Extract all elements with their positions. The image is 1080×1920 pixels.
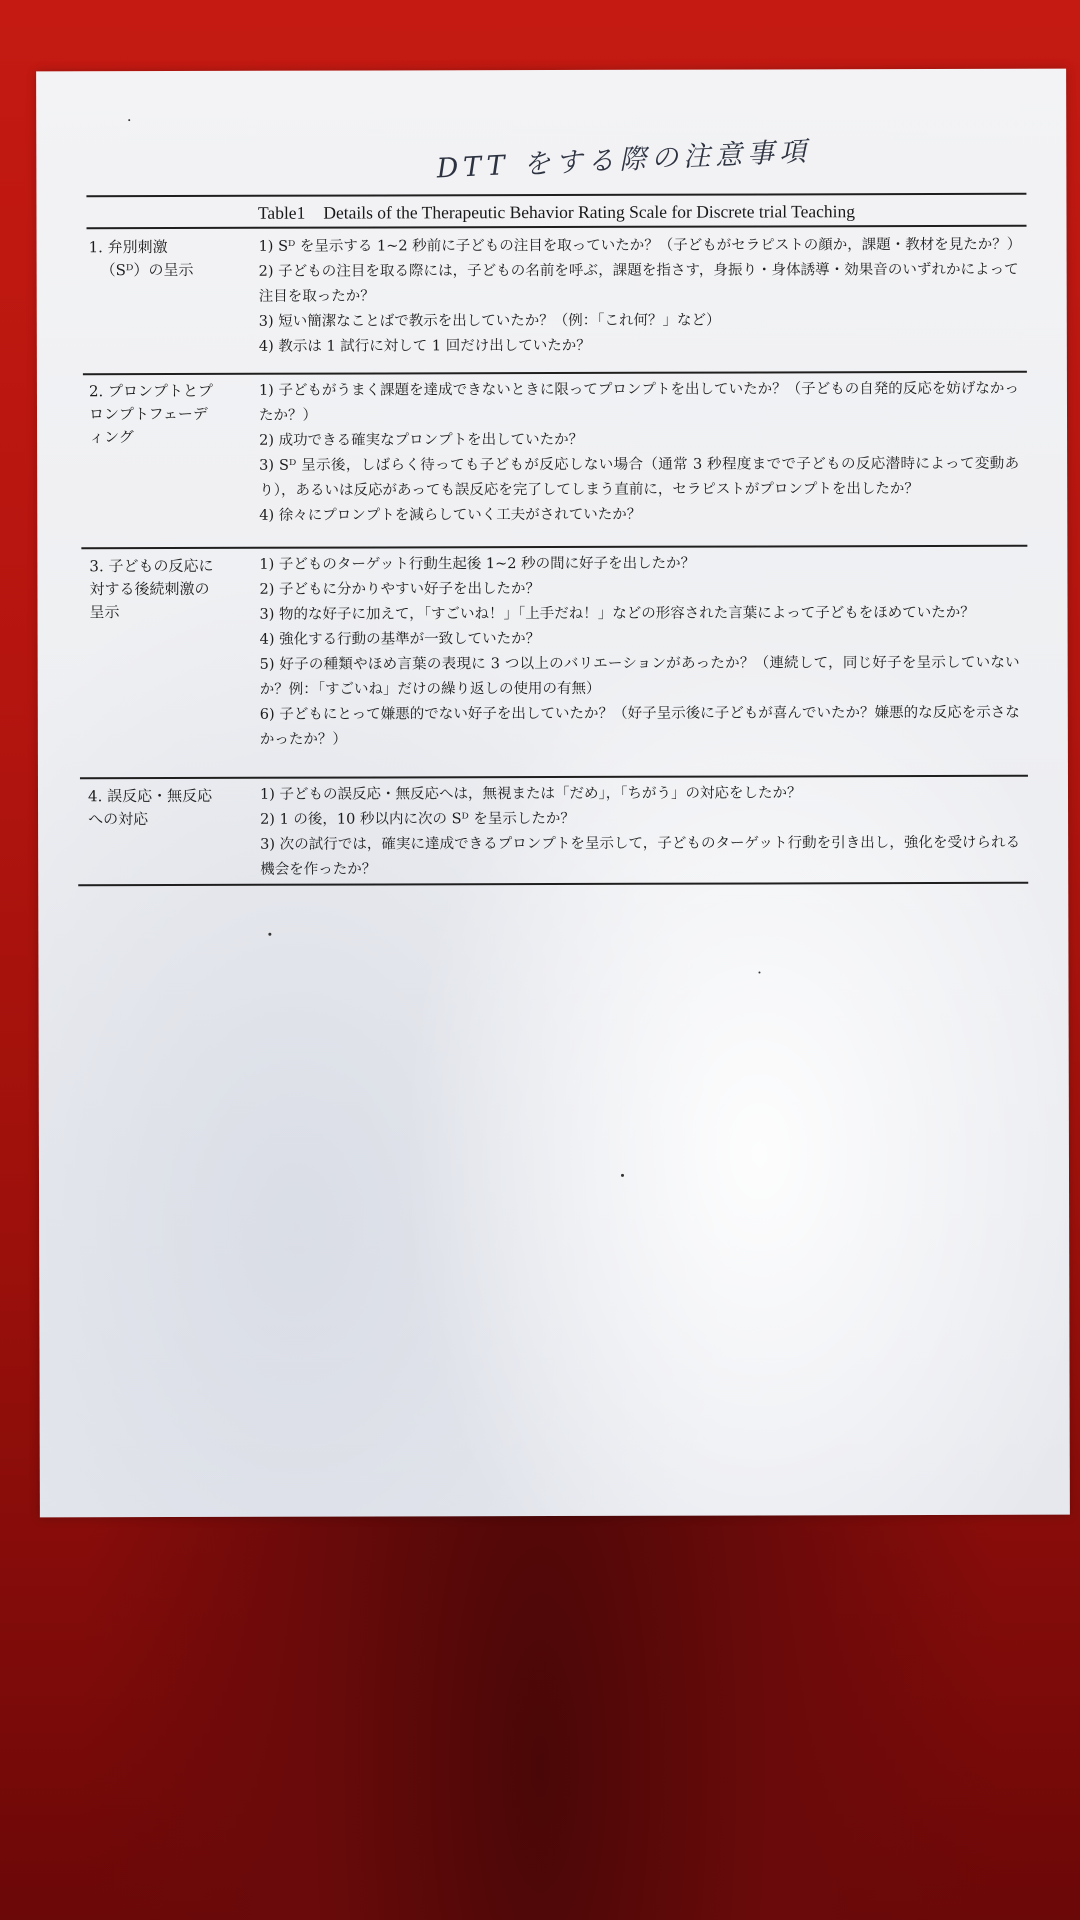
list-item: 3) 物的な好子に加えて，「すごいね！」「上手だね！」などの形容された言葉によって子どもをほめていたか？ <box>259 604 975 623</box>
list-item: 3) Sᴰ 呈示後，しばらく待っても子どもが反応しない場合（通常 3 秒程度までで子どもの反応潜時によって変動あり），あるいは反応があっても誤反応を完了してしまう直前に，セラピストがプロンプトを出したか？ <box>259 455 1020 499</box>
section-4-items <box>260 781 1020 883</box>
section-3-items <box>259 551 1020 753</box>
section-3-label-line: 対する後続刺激の <box>89 579 210 599</box>
table-title-text: Details of the Therapeutic Behavior Rating Scale for Discrete trial Teaching <box>323 201 856 223</box>
list-item: 1) 子どもの誤反応・無反応へは，無視または「だめ」，「ちがう」の対応をしたか？ <box>259 785 802 803</box>
list-item: 1) 子どものターゲット行動生起後 1~2 秒の間に好子を出したか？ <box>259 555 696 573</box>
list-item: 4) 強化する行動の基準が一致していたか？ <box>259 631 541 648</box>
section-3-label-line: 呈示 <box>89 603 120 622</box>
list-item: 4) 教示は 1 試行に対して 1 回だけ出していたか？ <box>258 337 591 355</box>
section-divider <box>80 775 1028 779</box>
section-1-items <box>258 233 1022 360</box>
list-item: 2) 成功できる確実なプロンプトを出していたか？ <box>259 431 584 449</box>
section-4-label-line: 4. 誤反応・無反応 <box>87 786 213 806</box>
section-1-label-line: （Sᴰ）の呈示 <box>100 260 194 280</box>
list-item: 1) 子どもがうまく課題を達成できないときに限ってプロンプトを出していたか？（子どもの自発的反応を妨げなかったか？） <box>258 380 1019 424</box>
list-item: 2) 子どもに分かりやすい好子を出したか？ <box>259 581 540 598</box>
handwritten-note: DTT をする際の注意事項 <box>435 136 812 185</box>
table-header-rule <box>87 225 1027 229</box>
list-item: 4) 徐々にプロンプトを減らしていく工夫がされていたか？ <box>259 506 642 524</box>
list-item: 1) Sᴰ を呈示する 1~2 秒前に子どもの注目を取っていたか？（子どもがセラピストの顔か，課題・教材を見たか？） <box>258 236 1022 255</box>
section-2-label-line: ロンプトフェーデ <box>88 404 208 424</box>
list-item: 6) 子どもにとって嫌悪的でない好子を出していたか？（好子呈示後に子どもが喜んでいたか？嫌悪的な反応を示さなかったか？） <box>259 704 1020 748</box>
list-item: 2) 子どもの注目を取る際には，子どもの名前を呼ぶ，課題を指さす，身振り・身体誘導・効果音のいずれかによって注目を取ったか？ <box>258 261 1019 305</box>
section-2-label-line: ィング <box>89 428 134 447</box>
speck <box>268 933 271 936</box>
section-divider <box>83 371 1027 375</box>
table-label: Table1 <box>257 202 306 223</box>
list-item: 2) 1 の後，10 秒以内に次の Sᴰ を呈示したか？ <box>260 810 575 828</box>
section-3-label <box>89 555 213 624</box>
document-page <box>36 69 1070 1518</box>
section-2-label-line: 2. プロンプトとプ <box>88 381 214 401</box>
list-item: 5) 好子の種類やほめ言葉の表現に 3 つ以上のバリエーションがあったか？（連続して，同じ好子を呈示していないか？例：「すごいね」だけの繰り返しの使用の有無） <box>259 654 1020 698</box>
table-title <box>86 201 1026 224</box>
section-1-label-line: 1. 弁別刺激 <box>88 238 168 257</box>
section-divider <box>81 545 1027 549</box>
section-4-label <box>88 785 212 831</box>
section-3-label-line: 3. 子どもの反応に <box>89 556 214 576</box>
speck <box>621 1174 624 1177</box>
section-2-label <box>89 380 213 449</box>
list-item: 3) 次の試行では，確実に達成できるプロンプトを呈示して，子どものターゲット行動を引き出し，強化を受けられる機会を作ったか？ <box>260 834 1021 878</box>
section-2-items <box>259 377 1019 529</box>
section-1-label <box>89 236 194 282</box>
speck <box>758 971 760 973</box>
table-bottom-rule <box>78 882 1028 886</box>
list-item: 3) 短い簡潔なことばで教示を出していたか？（例：「これ何？」など） <box>258 312 721 330</box>
section-4-label-line: への対応 <box>88 810 149 829</box>
table-top-rule <box>86 193 1026 197</box>
speck <box>128 119 130 121</box>
